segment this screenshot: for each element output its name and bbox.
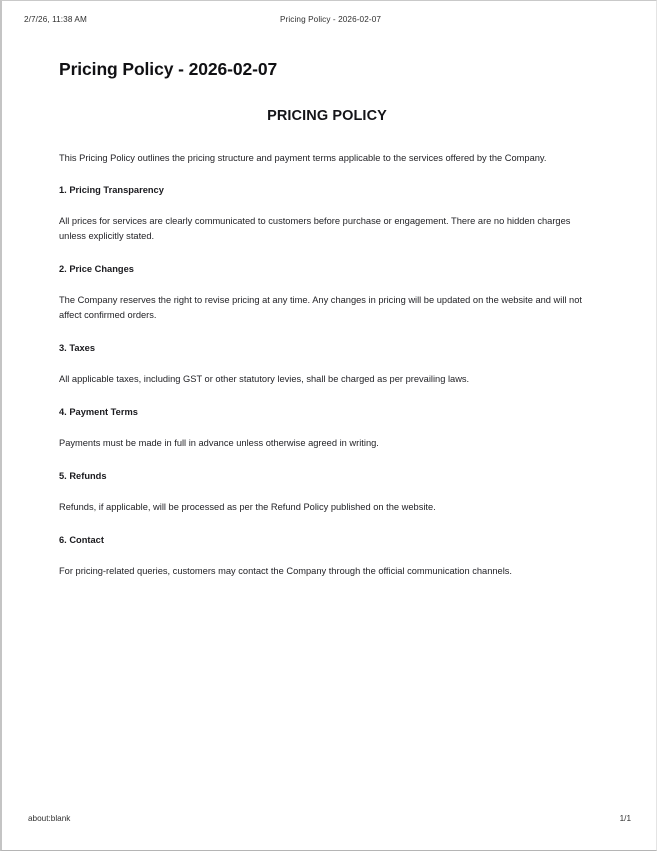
policy-section-body: Payments must be made in full in advance unless otherwise agreed in writing. [59,437,379,448]
policy-section-title: 4. Payment Terms [59,407,138,418]
document-content [59,58,595,579]
policy-section-body: All applicable taxes, including GST or other statutory levies, shall be charged as per prevailing laws. [59,374,470,384]
policy-section-title: 5. Refunds [59,471,107,482]
policy-section [59,184,595,244]
policy-section-title: 3. Taxes [59,343,96,354]
policy-section [59,470,595,515]
policy-section-body: All prices for services are clearly communicated to customers before purchase or engagement. There are no hidden charges unless explicitly stated. [59,215,571,241]
print-footer [2,814,657,828]
policy-section [59,406,595,451]
print-header-document-title: Pricing Policy - 2026-02-07 [280,15,381,24]
policy-section-body: For pricing-related queries, customers may contact the Company through the official communication channels. [59,565,513,576]
policy-section-body: Refunds, if applicable, will be processed as per the Refund Policy published on the website. [59,501,436,512]
page-title: Pricing Policy - 2026-02-07 [59,59,278,79]
policy-section-title: 1. Pricing Transparency [59,185,164,195]
print-header-timestamp: 2/7/26, 11:38 AM [24,15,87,24]
policy-section [59,534,595,579]
print-header [2,15,657,29]
policy-section-title: 6. Contact [59,535,104,546]
document-heading: PRICING POLICY [267,107,387,124]
print-footer-page-number: 1/1 [619,814,631,823]
policy-section-body: The Company reserves the right to revise pricing at any time. Any changes in pricing will be updated on the website and will not affect confirmed orders. [59,294,582,321]
intro-paragraph: This Pricing Policy outlines the pricing structure and payment terms applicable to the services offered by the Company. [59,152,547,163]
policy-section [59,342,595,387]
print-footer-source-url: about:blank [28,814,71,823]
policy-section-title: 2. Price Changes [59,264,134,275]
policy-section [59,263,595,323]
